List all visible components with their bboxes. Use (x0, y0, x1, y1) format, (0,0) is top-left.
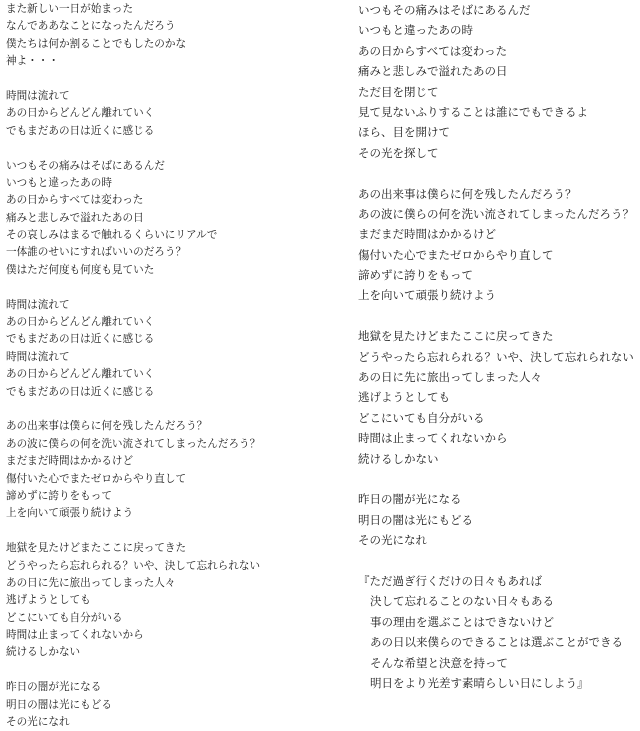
lyric-line: 続けるしかない (6, 646, 81, 659)
lyrics-stanza (6, 0, 306, 71)
lyric-line: でもまだあの日は近くに感じる (6, 333, 155, 346)
lyric-line: 痛みと悲しみで溢れたあの日 (358, 64, 508, 79)
left-lyrics-column (6, 0, 306, 731)
quote-block (358, 571, 640, 693)
quote-line: あの日以来僕らのできることは選ぶことができる (370, 635, 623, 650)
stanza-gap (358, 551, 640, 571)
lyric-line: 神よ・・・ (6, 55, 59, 68)
lyric-line: いつもと違ったあの時 (358, 23, 473, 38)
lyric-line: その光になれ (358, 533, 427, 548)
lyric-line: あの出来事は僕らに何を残したんだろう？ (358, 186, 577, 201)
lyric-line: 時間は流れて (6, 298, 70, 311)
lyric-line: いつもと違ったあの時 (6, 176, 112, 189)
quote-line: 決して忘れることのない日々もある (370, 594, 554, 609)
stanza-gap (6, 523, 306, 540)
lyric-line: あの日からすべては変わった (6, 194, 144, 207)
lyric-line: 傷付いた心でまたゼロからやり直して (6, 472, 187, 485)
lyric-line: 僕はただ何度も何度も見ていた (6, 263, 155, 276)
lyric-line: 時間は流れて (6, 350, 70, 363)
quote-line: 明日をより光差す素晴らしい日にしよう』 (370, 675, 589, 690)
lyric-line: 諦めずに誇りをもって (6, 489, 112, 502)
lyric-line: 上を向いて頑張り続けよう (358, 288, 496, 303)
quote-line: 『ただ過ぎ行くだけの日々もあれば (358, 573, 542, 588)
lyric-line: 明日の闇は光にもどる (6, 698, 112, 711)
lyric-line: あの日に先に旅出ってしまった人々 (6, 576, 176, 589)
lyrics-stanza (6, 88, 306, 140)
lyric-line: その光になれ (6, 716, 70, 729)
lyric-line: 昨日の闇が光になる (6, 681, 102, 694)
lyric-line: 痛みと悲しみで溢れたあの日 (6, 211, 144, 224)
lyric-line: どうやったら忘れられる？いや、決して忘れられない (358, 349, 634, 364)
lyric-line: あの波に僕らの何を洗い流されてしまったんだろう？ (6, 437, 261, 450)
lyric-line: 昨日の闇が光になる (358, 492, 462, 507)
lyric-line: どこにいても自分がいる (358, 410, 485, 425)
stanza-gap (358, 306, 640, 326)
lyric-line: 続けるしかない (358, 451, 439, 466)
lyric-line: なんでああなことになったんだろう (6, 20, 176, 33)
stanza-gap (6, 401, 306, 418)
lyric-line: いつもその痛みはそばにあるんだ (358, 3, 531, 17)
stanza-gap (6, 71, 306, 88)
lyric-line: 逃げようとしても (358, 390, 450, 405)
lyric-line: 諦めずに誇りをもって (358, 268, 473, 283)
lyric-line: あの日からどんどん離れていく (6, 107, 155, 120)
lyric-line: 上を向いて頑張り続けよう (6, 507, 134, 520)
lyric-line: まだまだ時間はかかるけど (358, 227, 496, 242)
lyrics-stanza (358, 184, 640, 306)
lyric-line: あの日からすべては変わった (358, 43, 508, 58)
lyrics-stanza (358, 0, 640, 163)
lyric-line: 地獄を見たけどまたここに戻ってきた (358, 329, 554, 344)
lyric-line: まだまだ時間はかかるけど (6, 455, 134, 468)
lyric-line: 時間は止まってくれないから (358, 431, 508, 446)
lyrics-stanza (6, 418, 306, 522)
lyric-line: でもまだあの日は近くに感じる (6, 385, 155, 398)
lyric-line: その哀しみはまるで触れるくらいにリアルで (6, 229, 218, 242)
lyric-line: あの出来事は僕らに何を残したんだろう？ (6, 420, 208, 433)
lyric-line: 明日の闇は光にもどる (358, 512, 473, 527)
lyric-line: ほら、目を開けて (358, 125, 450, 140)
lyric-line: あの日に先に旅出ってしまった人々 (358, 370, 542, 385)
right-lyrics-column (358, 0, 640, 693)
lyric-line: 時間は流れて (6, 89, 70, 102)
lyric-line: どこにいても自分がいる (6, 611, 123, 624)
lyrics-stanza (6, 158, 306, 280)
lyric-line: あの日からどんどん離れていく (6, 368, 155, 381)
lyrics-stanza (358, 489, 640, 550)
lyrics-stanza (6, 540, 306, 662)
lyric-line: 見て見ないふりすることは誰にでもできるよ (358, 104, 588, 119)
lyric-line: でもまだあの日は近くに感じる (6, 124, 155, 137)
lyric-line: あの日からどんどん離れていく (6, 316, 155, 329)
lyric-line: 時間は止まってくれないから (6, 629, 144, 642)
lyric-line: 一体誰のせいにすればいいのだろう？ (6, 246, 187, 259)
stanza-gap (358, 163, 640, 183)
lyrics-stanza (358, 326, 640, 469)
stanza-gap (358, 469, 640, 489)
lyric-line: ただ目を閉じて (358, 84, 439, 99)
lyric-line: 地獄を見たけどまたここに戻ってきた (6, 542, 187, 555)
lyric-line: いつもその痛みはそばにあるんだ (6, 159, 165, 172)
stanza-gap (6, 662, 306, 679)
lyric-line: 僕たちは何か割ることでもしたのかな (6, 37, 187, 50)
lyrics-stanza (6, 297, 306, 401)
lyric-line: 傷付いた心でまたゼロからやり直して (358, 247, 554, 262)
stanza-gap (6, 140, 306, 157)
lyric-line: あの波に僕らの何を洗い流されてしまったんだろう？ (358, 206, 634, 221)
stanza-gap (6, 279, 306, 296)
lyrics-stanza (6, 679, 306, 731)
quote-line: 事の理由を選ぶことはできないけど (370, 614, 554, 629)
quote-line: そんな希望と決意を持って (370, 655, 508, 670)
lyric-line: その光を探して (358, 145, 439, 160)
lyric-line: 逃げようとしても (6, 594, 91, 607)
lyric-line: また新しい一日が始まった (6, 3, 134, 15)
lyric-line: どうやったら忘れられる？いや、決して忘れられない (6, 559, 261, 572)
